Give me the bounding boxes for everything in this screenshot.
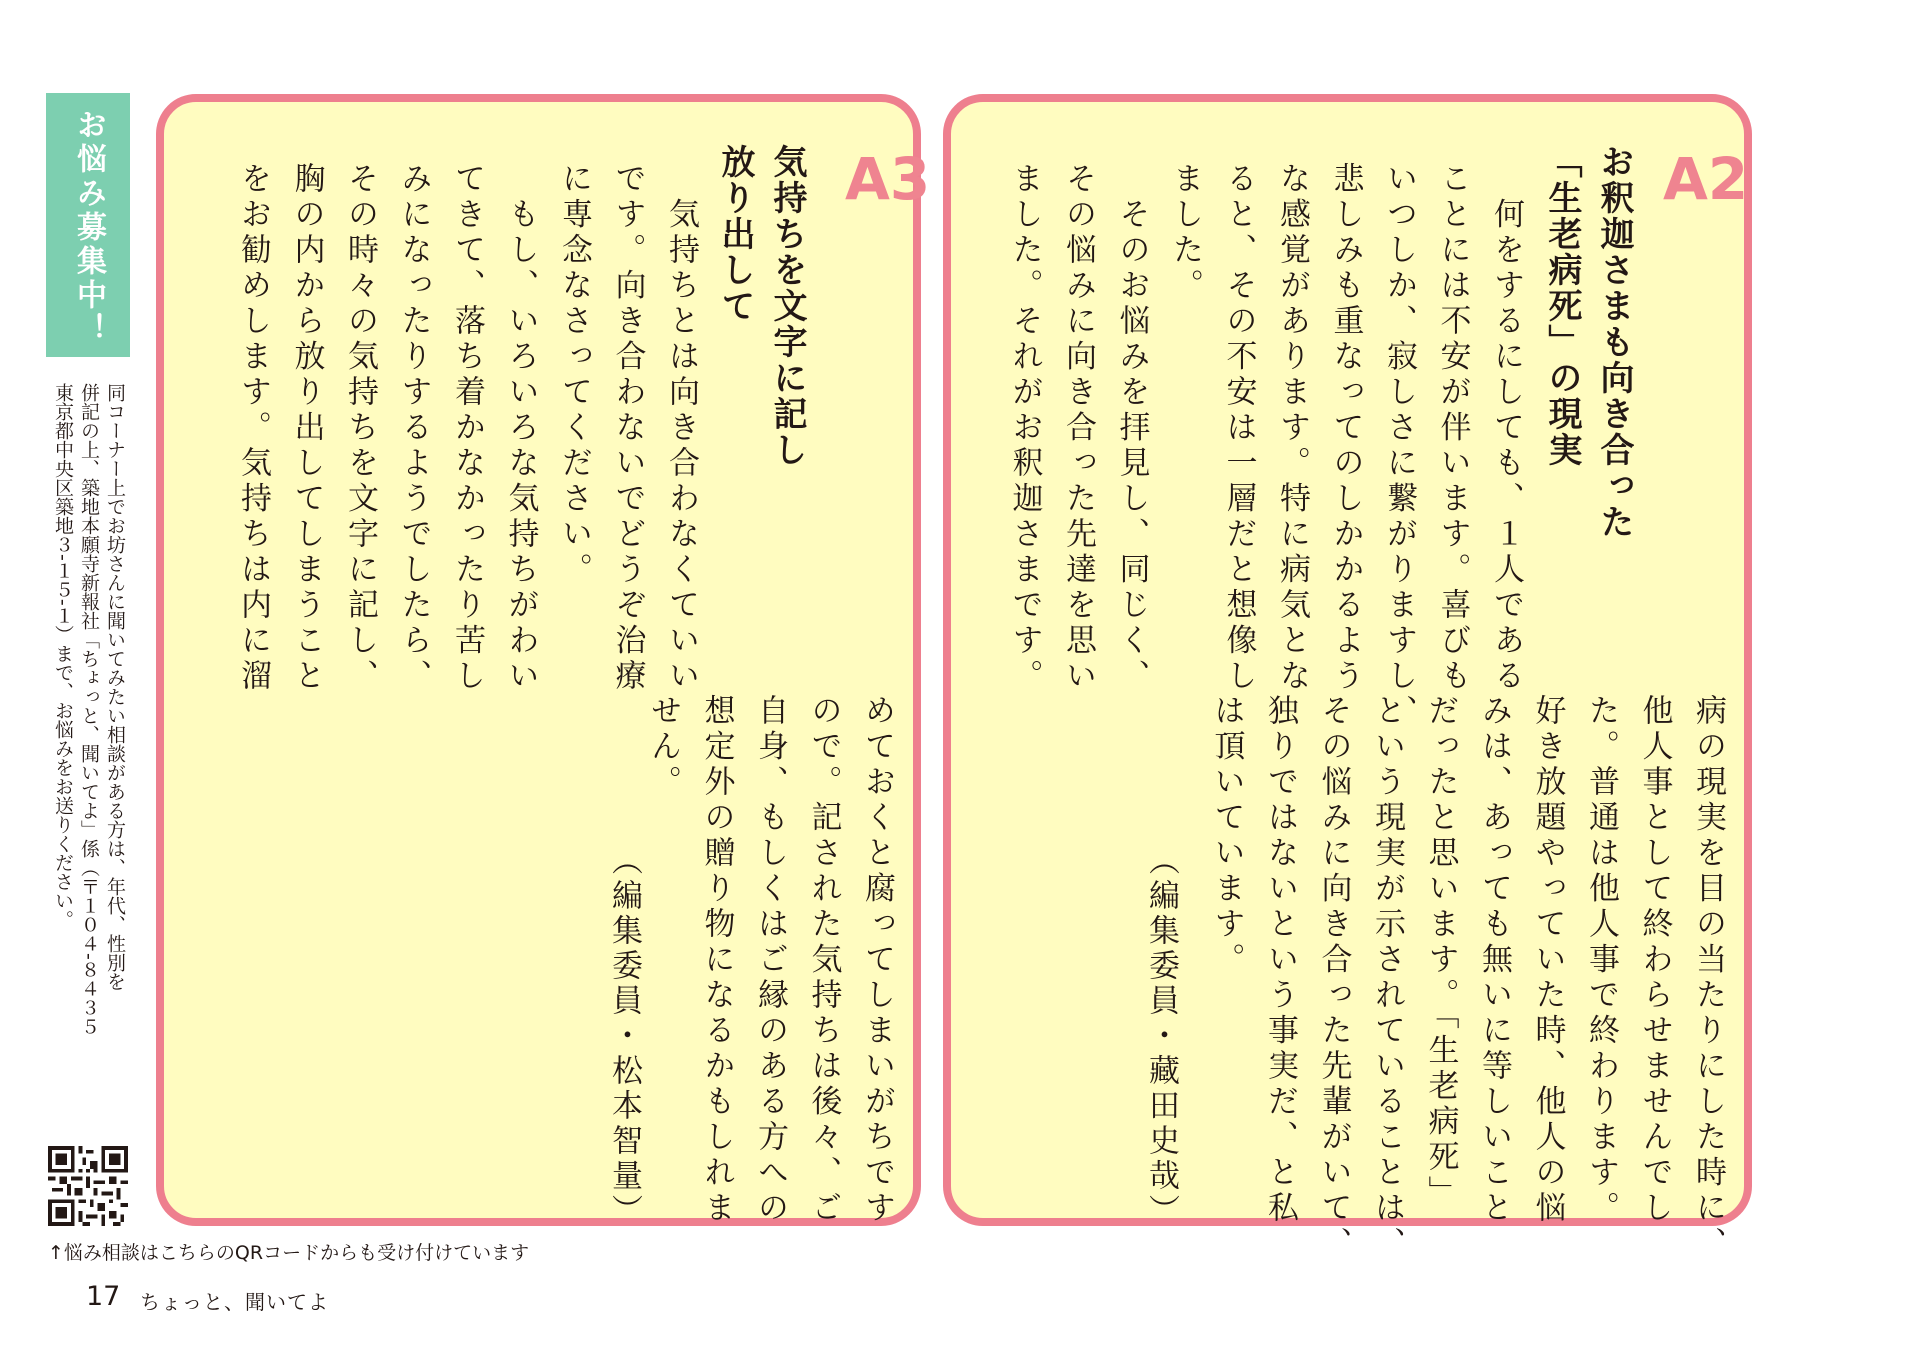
answer-body-lower-a2: 病の現実を目の当たりにした時に、 他人事として終わらせませんでし た。普通は他人事で終わります。 好き放題やっていた時、他人の悩 みは、あっても無いに等しいこと だったと思います。「生老病死」 という現実が示されていることは、 その悩みに向き合った先輩がいて、 独りではないという事実だ、と私 は頂いています。 [1208,694,1726,1262]
answer-title-a2: お釈迦さまも向き合った 「生老病死」の現実 [1542,144,1634,540]
recruit-text: 同コーナー上でお坊さんに聞いてみたい相談がある方は、年代、性別を 併記の上、築地本願寺新報社「ちょっと、聞いてよ」係（〒１０４‐８４３５ 東京都中央区築地３‐１５‐１）まで、お悩みをお送りください。 [52,383,126,1036]
answer-body-upper-a2: 何をするにしても、１人である ことには不安が伴います。喜びも いつしか、寂しさに繋がりますし、 悲しみも重なってのしかかるよう な感覚があります。特に病気とな ると、その不安は一層だと想像し ました。 そのお悩みを拝見し、同じく、 その悩みに向き合った先達を思い ました。それがお釈迦さまです。 [1006,162,1524,730]
answer-panel-a3 [156,94,931,1229]
answer-panel-a2 [943,94,1752,1262]
qr-caption: ↑悩み相談はこちらのQRコードからも受け付けています [48,1242,530,1264]
recruit-title: お悩み募集中！ [71,109,106,347]
answer-signature-a3: （編集委員・松本智量） [606,844,642,1229]
answer-signature-a2: （編集委員・藏田史哉） [1143,844,1179,1229]
answer-label-a2: A2 [1663,145,1749,213]
answer-label-a3: A3 [845,145,931,213]
recruit-tab [46,93,130,357]
answer-body-upper-a3: 気持ちとは向き合わなくていい です。向き合わないでどうぞ治療 に専念なさってください。 もし、いろいろな気持ちがわい てきて、落ち着かなかったり苦し みになったりするようでしたら、 その時々の気持ちを文字に記し、 胸の内から放り出してしまうこと をお勧めします。気持ちは内に溜 [235,162,699,695]
running-title: ちょっと、聞いてよ [140,1290,329,1314]
answer-body-lower-a3: めておくと腐ってしまいがちです ので。記された気持ちは後々、ご 自身、もしくはご縁のある方への 想定外の贈り物になるかもしれま せん。 [645,694,895,1227]
page-number: 17 [86,1281,121,1312]
answer-title-a3: 気持ちを文字に記し 放り出して [715,144,807,468]
qr-code[interactable] [48,1146,128,1226]
